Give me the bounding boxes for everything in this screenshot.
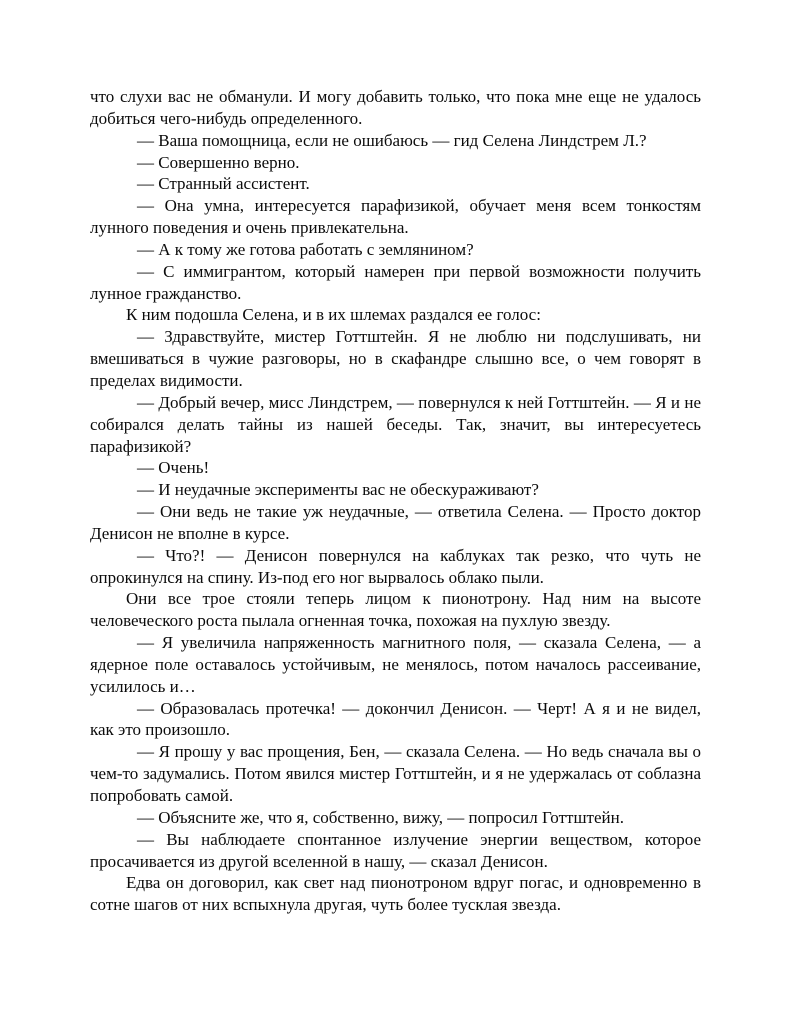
- text-paragraph: — Она умна, интересуется парафизикой, обучает меня всем тонкостям лунного поведения и очень привлекательна.: [90, 196, 701, 238]
- text-paragraph: — Очень!: [137, 458, 210, 478]
- text-paragraph: Они все трое стояли теперь лицом к пионотрону. Над ним на высоте человеческого роста пылала огненная точка, похожая на пухлую звезду.: [90, 589, 701, 631]
- text-paragraph: — Совершенно верно.: [137, 152, 300, 172]
- text-paragraph: — И неудачные эксперименты вас не обескураживают?: [137, 480, 539, 500]
- text-paragraph: — Я прошу у вас прощения, Бен, — сказала Селена. — Но ведь сначала вы о чем-то задумались. Потом явился мистер Готтштейн, и я не удержалась от соблазна попробовать самой.: [90, 742, 701, 805]
- text-paragraph: — А к тому же готова работать с землянином?: [137, 239, 474, 259]
- text-paragraph: К ним подошла Селена, и в их шлемах раздался ее голос:: [126, 305, 541, 325]
- text-paragraph: Едва он договорил, как свет над пионотроном вдруг погас, и одновременно в сотне шагов от них вспыхнула другая, чуть более тусклая звезда.: [90, 873, 701, 915]
- text-paragraph: — Добрый вечер, мисс Линдстрем, — повернулся к ней Готтштейн. — Я и не собирался делать тайны из нашей беседы. Так, значит, вы интересуетесь парафизикой?: [90, 392, 701, 456]
- text-paragraph: — Они ведь не такие уж неудачные, — ответила Селена. — Просто доктор Денисон не вполне в курсе.: [90, 502, 701, 543]
- text-paragraph: — Образовалась протечка! — докончил Денисон. — Черт! А я и не видел, как это произошло.: [90, 698, 701, 740]
- text-paragraph: что слухи вас не обманули. И могу добавить только, что пока мне еще не удалось добиться чего-нибудь определенного.: [90, 87, 701, 128]
- text-paragraph: — Вы наблюдаете спонтанное излучение энергии веществом, которое просачивается из другой вселенной в нашу, — сказал Денисон.: [90, 829, 701, 871]
- text-paragraph: — Ваша помощница, если не ошибаюсь — гид Селена Линдстрем Л.?: [137, 130, 647, 150]
- text-paragraph: — С иммигрантом, который намерен при первой возможности получить лунное гражданство.: [90, 261, 701, 303]
- text-paragraph: — Странный ассистент.: [137, 174, 310, 194]
- text-block: [90, 86, 701, 916]
- text-paragraph: — Здравствуйте, мистер Готтштейн. Я не люблю ни подслушивать, ни вмешиваться в чужие разговоры, но в скафандре слышно все, о чем говорят в пределах видимости.: [90, 327, 701, 390]
- text-paragraph: — Я увеличила напряженность магнитного поля, — сказала Селена, — а ядерное поле оставалось устойчивым, не менялось, потом началось рассеивание, усилилось и…: [90, 633, 701, 696]
- text-paragraph: — Объясните же, что я, собственно, вижу, — попросил Готтштейн.: [137, 807, 624, 827]
- text-paragraph: — Что?! — Денисон повернулся на каблуках так резко, что чуть не опрокинулся на спину. Из-под его ног вырвалось облако пыли.: [90, 545, 701, 587]
